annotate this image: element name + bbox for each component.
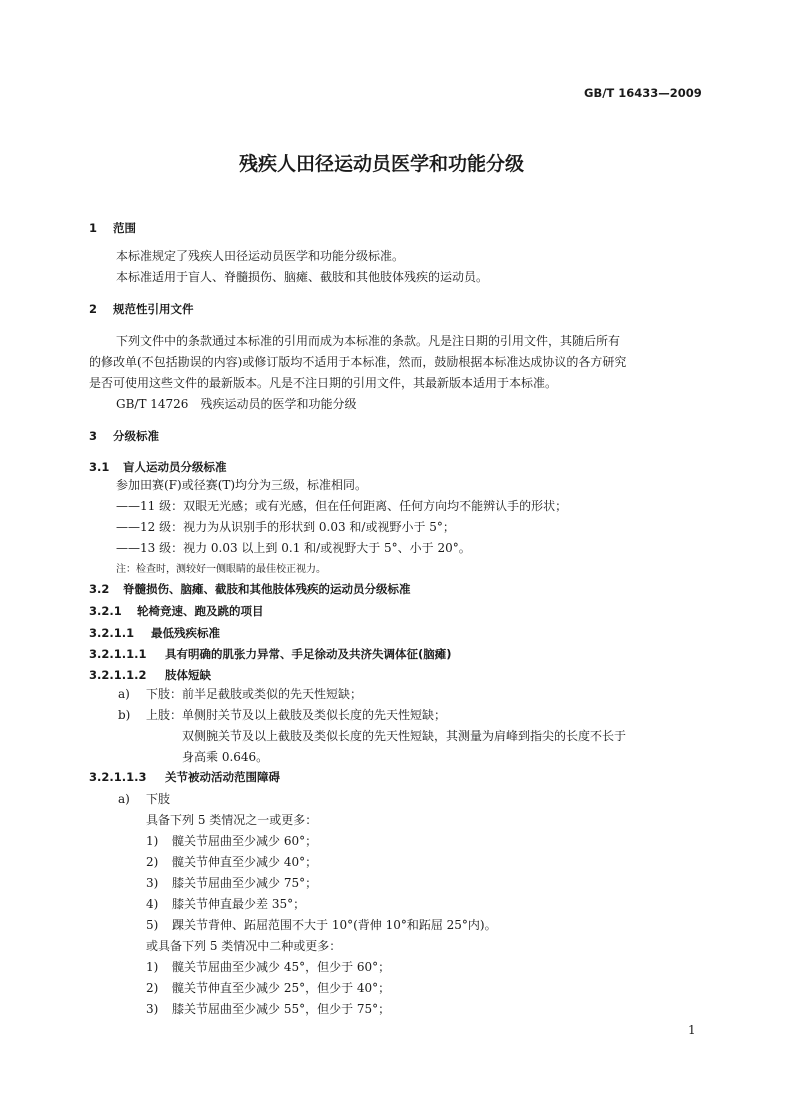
section-number: 3.1: [89, 460, 110, 474]
section-3-2-1-heading: [89, 604, 264, 618]
numbered-item: [146, 876, 317, 890]
section-title: 盲人运动员分级标准: [123, 460, 227, 474]
list-item: [118, 708, 446, 722]
list-marker: 4): [146, 897, 159, 911]
section-number: 3.2: [89, 582, 110, 596]
list-continuation: 双侧腕关节及以上截肢及类似长度的先天性短缺，其测量为肩峰到指尖的长度不长于: [182, 729, 627, 743]
list-continuation: 身高乘 0.646。: [182, 750, 269, 764]
list-text: 髋关节伸直至少减少 40°；: [172, 855, 318, 869]
list-marker: 1): [146, 960, 159, 974]
section-number: 2: [89, 302, 98, 316]
list-marker: 3): [146, 876, 159, 890]
paragraph: 下列文件中的条款通过本标准的引用而成为本标准的条款。凡是注日期的引用文件，其随后所有: [116, 334, 621, 348]
section-title: 规范性引用文件: [113, 302, 194, 316]
section-number: 1: [89, 221, 98, 235]
section-title: 最低残疾标准: [151, 626, 220, 640]
list-marker: 2): [146, 855, 159, 869]
list-marker: a): [118, 792, 130, 806]
paragraph: 参加田赛(F)或径赛(T)均分为三级，标准相同。: [116, 478, 368, 492]
list-text: 髋关节屈曲至少减少 60°；: [172, 834, 318, 848]
section-title: 分级标准: [113, 429, 159, 443]
list-marker: 2): [146, 981, 159, 995]
list-item: [118, 792, 170, 806]
dash-item: ——12 级：视力为从识别手的形状到 0.03 和/或视野小于 5°；: [116, 520, 455, 534]
numbered-item: [146, 897, 305, 911]
numbered-item: [146, 1002, 390, 1016]
list-text: 膝关节屈曲至少减少 55°，但少于 75°；: [172, 1002, 391, 1016]
numbered-item: [146, 981, 390, 995]
paragraph: 的修改单(不包括勘误的内容)或修订版均不适用于本标准，然而，鼓励根据本标准达成协议的各方研究: [89, 355, 627, 369]
list-text: 髋关节伸直至少减少 25°，但少于 40°；: [172, 981, 391, 995]
list-marker: 3): [146, 1002, 159, 1016]
section-number: 3.2.1.1.3: [89, 770, 147, 784]
list-marker: b): [118, 708, 131, 722]
section-3-2-1-1-2-heading: [89, 668, 211, 682]
list-marker: a): [118, 687, 130, 701]
section-3-2-1-1-1-heading: [89, 647, 452, 661]
section-title: 脊髓损伤、脑瘫、截肢和其他肢体残疾的运动员分级标准: [123, 582, 411, 596]
numbered-item: [146, 834, 317, 848]
numbered-item: [146, 960, 390, 974]
paragraph: 具备下列 5 类情况之一或更多：: [146, 813, 318, 827]
section-title: 肢体短缺: [165, 668, 211, 682]
note: 注：检查时，测较好一侧眼睛的最佳校正视力。: [116, 564, 326, 575]
section-title: 关节被动活动范围障碍: [165, 770, 280, 784]
section-number: 3.2.1.1.2: [89, 668, 147, 682]
list-text: 膝关节屈曲至少减少 75°；: [172, 876, 318, 890]
section-title: 具有明确的肌张力异常、手足徐动及共济失调体征(脑瘫): [165, 647, 452, 661]
list-text: 膝关节伸直最少差 35°；: [172, 897, 306, 911]
list-text: 髋关节屈曲至少减少 45°，但少于 60°；: [172, 960, 391, 974]
section-number: 3: [89, 429, 98, 443]
section-title: 范围: [113, 221, 136, 235]
paragraph: 本标准适用于盲人、脊髓损伤、脑瘫、截肢和其他肢体残疾的运动员。: [116, 270, 489, 284]
section-3-heading: [89, 429, 159, 443]
list-marker: 5): [146, 918, 159, 932]
section-3-2-1-1-3-heading: [89, 770, 280, 784]
page-number: 1: [688, 1023, 696, 1037]
list-item: [118, 687, 362, 701]
section-3-2-1-1-heading: [89, 626, 220, 640]
list-marker: 1): [146, 834, 159, 848]
paragraph: 或具备下列 5 类情况中二种或更多：: [146, 939, 342, 953]
list-text: 下肢：前半足截肢或类似的先天性短缺；: [146, 687, 363, 701]
section-number: 3.2.1.1.1: [89, 647, 147, 661]
section-3-2-heading: [89, 582, 411, 596]
standard-number: GB/T 16433—2009: [584, 86, 702, 100]
list-text: 上肢：单侧肘关节及以上截肢及类似长度的先天性短缺；: [146, 708, 447, 722]
numbered-item: [146, 918, 497, 932]
section-1-heading: [89, 221, 136, 235]
paragraph: 是否可使用这些文件的最新版本。凡是不注日期的引用文件，其最新版本适用于本标准。: [89, 376, 558, 390]
document-title: 残疾人田径运动员医学和功能分级: [239, 153, 525, 175]
section-2-heading: [89, 302, 194, 316]
dash-item: ——13 级：视力 0.03 以上到 0.1 和/或视野大于 5°、小于 20°。: [116, 541, 471, 555]
dash-item: ——11 级：双眼无光感；或有光感，但在任何距离、任何方向均不能辨认手的形状；: [116, 499, 568, 513]
section-number: 3.2.1.1: [89, 626, 135, 640]
list-text: 踝关节背伸、跖屈范围不大于 10°(背伸 10°和跖屈 25°内)。: [172, 918, 497, 932]
section-number: 3.2.1: [89, 604, 122, 618]
list-text: 下肢: [146, 792, 171, 806]
section-3-1-heading: [89, 460, 227, 474]
section-title: 轮椅竞速、跑及跳的项目: [137, 604, 264, 618]
numbered-item: [146, 855, 317, 869]
paragraph: 本标准规定了残疾人田径运动员医学和功能分级标准。: [116, 249, 405, 263]
normative-reference: GB/T 14726 残疾运动员的医学和功能分级: [116, 397, 357, 411]
